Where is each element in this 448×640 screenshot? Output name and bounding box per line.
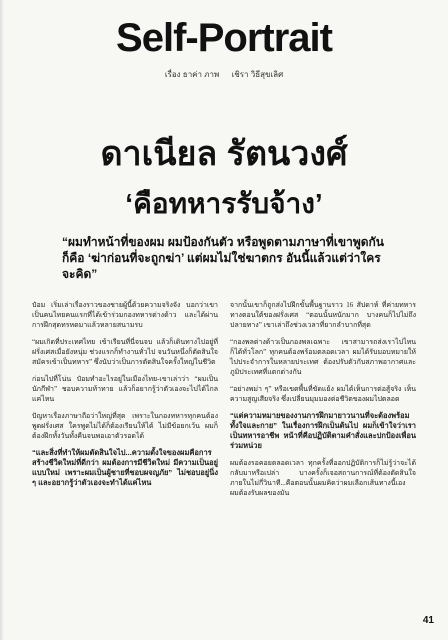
article-subtitle: ‘คือทหารรับจ้าง’	[125, 188, 323, 219]
person-name: ดาเนียล รัตนวงศ์	[100, 135, 348, 173]
right-text-column	[230, 300, 416, 505]
paragraph: “ผมเกิดที่ประเทศไทย เข้าเรียนที่นี่จนจบ แล้วก็เดินทางไปอยู่ที่ฝรั่งเศสเมื่อยังหนุ่ม ช่วงแรกก็ทำงานทั่วไป จนวันหนึ่งก็ตัดสินใจสมัครเข้าเป็นทหาร” ซึ่งนับว่าเป็นการตัดสินใจครั้งใหญ่ในชีวิต	[32, 338, 218, 366]
paragraph-bold: “แต่ความหมายของงานการฝึกมายาวนานที่จะต้องพร้อมทั้งใจและกาย” ในเรื่องการฝึกเป็นต้นไป ผมก็เข้าใจว่าเราเป็นทหารอาชีพ หน้าที่คือปฏิบัติตามคำสั่งและปกป้องเพื่อนร่วมหน่วย	[230, 411, 416, 450]
page-number: 41	[422, 615, 434, 626]
paragraph: ก่อนไปที่โน่น ป๋อมทำอะไรอยู่ในเมืองไทย-เขาเล่าว่า “ผมเป็นนักกีฬา” ชอบความท้าทาย แล้วก็อยากรู้ว่าตัวเองจะไปได้ไกลแค่ไหน	[32, 375, 218, 403]
paragraph: จากนั้นเขาก็ถูกส่งไปฝึกขั้นพื้นฐานราว 16 สัปดาห์ ที่ค่ายทหารทางตอนใต้ของฝรั่งเศส “ตอนนั้นหนักมาก บางคนก็ไปไม่ถึงปลายทาง” เขาเล่าถึงช่วงเวลาที่ยากลำบากที่สุด	[230, 301, 416, 329]
paragraph-bold: “และสิ่งที่ทำให้ผมตัดสินใจไป...ความตั้งใจของผมคือการสร้างชีวิตใหม่ที่ดีกว่า ผมต้องการมีชีวิตใหม่ มีความเป็นอยู่แบบใหม่ เพราะผมเป็นผู้ชายที่ชอบผจญภัย” ไม่ชอบอยู่นิ่ง ๆ และอยากรู้ว่าตัวเองจะทำได้แค่ไหน	[32, 448, 218, 487]
left-text-column	[32, 300, 218, 495]
page-spine-shadow	[0, 0, 4, 640]
credit-writer: เรื่อง ธาค่า ภาพ	[164, 70, 220, 79]
paragraph: ผมต้องรอคอยตลอดเวลา ทุกครั้งที่ออกปฏิบัติการก็ไม่รู้ว่าจะได้กลับมาหรือเปล่า บางครั้งก็เจอสถานการณ์ที่ต้องตัดสินใจภายในไม่กี่วินาที...คือตอนนั้นผมคิดว่าผมเลือกเส้นทางนี้เอง ผมต้องรับผลของมัน	[230, 459, 416, 497]
credits-line	[0, 68, 448, 81]
paragraph: “กองพลต่างด้าวเป็นกองพลเฉพาะ เขาสามารถส่งเราไปไหนก็ได้ทั่วโลก” ทุกคนต้องพร้อมตลอดเวลา ผมได้รับมอบหมายให้ไปประจำการในหลายประเทศ ต้องปรับตัวกับสภาพอากาศและภูมิประเทศที่แตกต่างกัน	[230, 338, 416, 376]
paragraph: “อย่างพม่า ๆ” หรือเขตพื้นที่ขัดแย้ง ผมได้เห็นการต่อสู้จริง เห็นความสูญเสียจริง ซึ่งเปลี่ยนมุมมองต่อชีวิตของผมไปตลอด	[230, 385, 416, 403]
pull-quote: “ผมทำหน้าที่ของผม ผมป้องกันตัว หรือพูดตามภาษาที่เขาพูดกันก็คือ ‘ฆ่าก่อนที่จะถูกฆ่า’ แต่ผมไม่ใช่ฆาตกร อันนี้แล้วแต่ว่าใครจะคิด”	[62, 235, 384, 281]
credit-photo: เชิรา วิธีสุขเลิศ	[231, 70, 284, 79]
paragraph: ปัญหาเรื่องภาษาถือว่าใหญ่ที่สุด เพราะในกองทหารทุกคนต้องพูดฝรั่งเศส ใครพูดไม่ได้ก็ต้องเรียนให้ได้ ไม่มีข้อยกเว้น ผมก็ต้องฝึกทั้งวันทั้งคืนจนพอเอาตัวรอดได้	[32, 412, 218, 440]
paragraph: ป๋อม เริ่มเล่าเรื่องราวของชายผู้นี้ด้วยความจริงจัง บอกว่าเขาเป็นคนไทยคนแรกที่ได้เข้าร่วมกองทหารต่างด้าว และได้ผ่านการฝึกสุดทรหดมาแล้วหลายสนามรบ	[32, 301, 218, 329]
section-title: Self-Portrait	[116, 16, 332, 60]
